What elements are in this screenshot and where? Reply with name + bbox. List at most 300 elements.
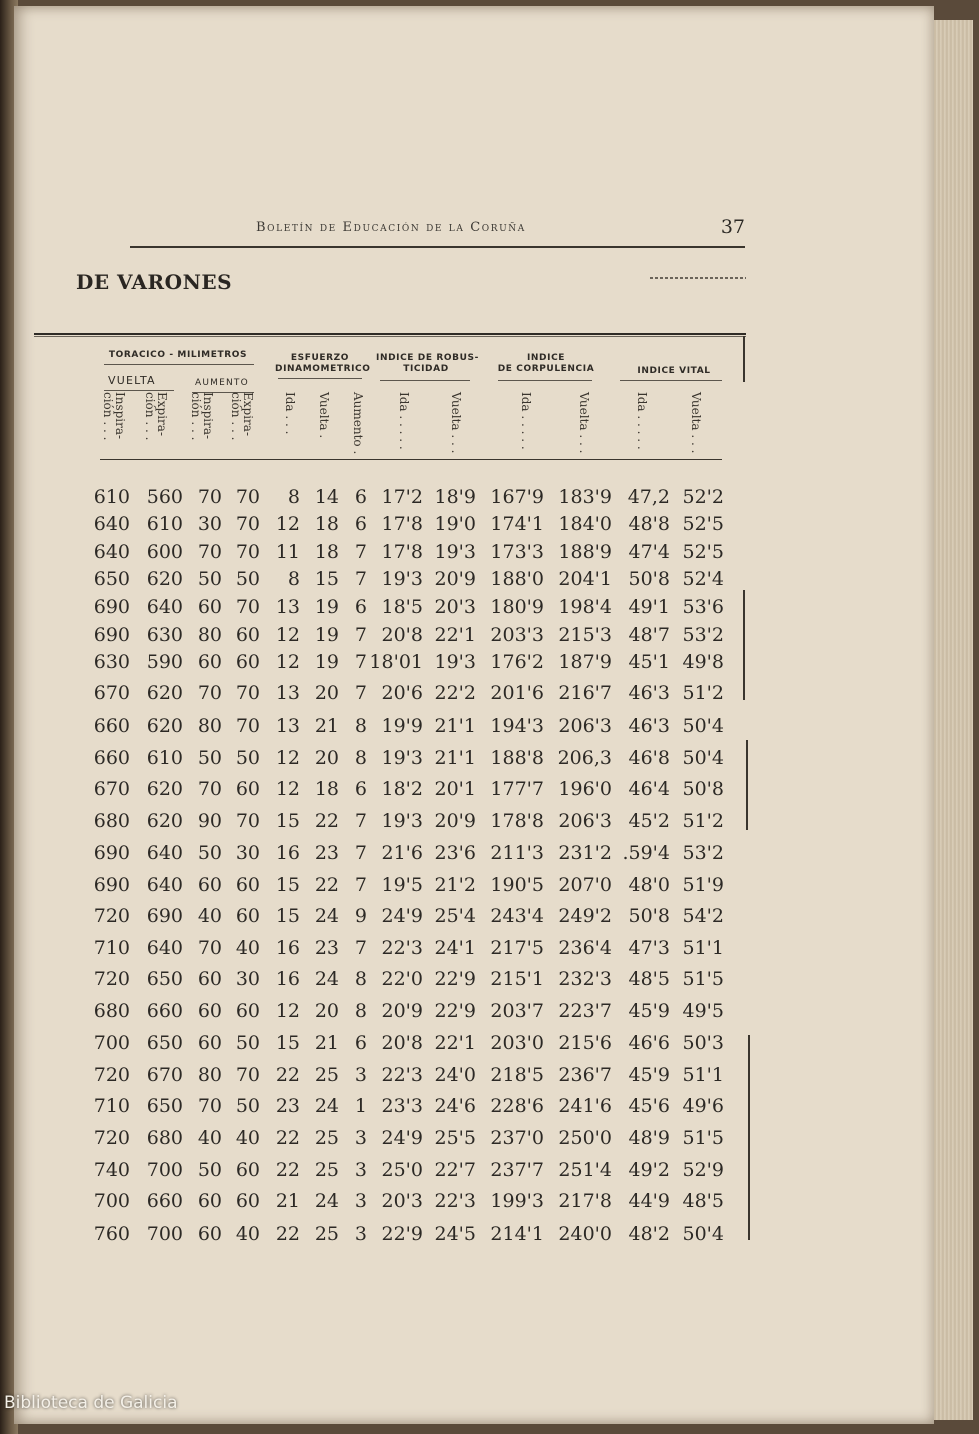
table-row [0,842,760,868]
table-cell: 17'8 [381,513,423,535]
table-cell: 8 [287,568,300,590]
table-cell: 70 [235,486,260,508]
table-cell: 7 [354,624,367,646]
table-cell: 19'3 [381,810,423,832]
table-cell: 25 [314,1127,339,1149]
table-cell: 50 [197,568,222,590]
table-cell: 610 [146,747,183,769]
table-cell: 14 [314,486,339,508]
table-cell: 670 [93,682,130,704]
table-cell: 20'1 [434,778,476,800]
table-cell: 40 [235,937,260,959]
table-cell: 23 [314,937,339,959]
table-cell: 18 [314,513,339,535]
table-cell: 60 [197,651,222,673]
table-cell: 640 [146,937,183,959]
table-cell: 24'1 [434,937,476,959]
table-cell: 560 [146,486,183,508]
table-cell: 203'3 [490,624,544,646]
table-cell: 610 [93,486,130,508]
table-row [0,905,760,931]
table-cell: 15 [275,874,300,896]
table-cell: 22'2 [434,682,476,704]
table-cell: 25 [314,1223,339,1245]
table-cell: 206'3 [558,715,612,737]
table-cell: 710 [93,1095,130,1117]
table-row [0,1159,760,1185]
table-cell: 18'2 [381,778,423,800]
table-cell: 16 [275,968,300,990]
table-cell: 25'0 [381,1159,423,1181]
table-cell: 9 [354,905,367,927]
table-cell: 20 [314,1000,339,1022]
table-cell: 217'5 [490,937,544,959]
table-cell: 760 [93,1223,130,1245]
table-cell: 22'0 [381,968,423,990]
table-cell: 8 [287,486,300,508]
table-cell: 630 [146,624,183,646]
table-cell: 18 [314,778,339,800]
table-cell: 50'4 [682,1223,724,1245]
table-cell: 48'2 [628,1223,670,1245]
table-cell: 25 [314,1064,339,1086]
table-cell: 70 [197,682,222,704]
table-cell: 16 [275,842,300,864]
table-cell: 215'3 [558,624,612,646]
table-cell: 20 [314,747,339,769]
table-cell: 60 [235,905,260,927]
table-cell: 70 [235,682,260,704]
table-cell: 45'6 [628,1095,670,1117]
table-cell: 53'2 [682,842,724,864]
table-cell: 21 [314,1032,339,1054]
group-toracico: TORACICO - MILIMETROS [108,350,248,360]
table-cell: 49'8 [682,651,724,673]
table-cell: 21'1 [434,747,476,769]
table-cell: 52'5 [682,541,724,563]
table-cell: 70 [235,513,260,535]
table-cell: 52'9 [682,1159,724,1181]
table-cell: 183'9 [558,486,612,508]
table-cell: 660 [93,715,130,737]
table-cell: 46'3 [628,715,670,737]
table-cell: 47'3 [628,937,670,959]
table-cell: 690 [93,624,130,646]
column-header: Vuelta . . . [577,392,591,454]
table-cell: 51'5 [682,968,724,990]
table-row [0,937,760,963]
column-header: Ida . . . . . [397,392,411,450]
column-header: Aumento . [351,392,365,455]
table-cell: 46'4 [628,778,670,800]
table-cell: 47,2 [627,486,670,508]
decorative-dash [650,277,746,279]
table-cell: 21 [275,1190,300,1212]
table-cell: 620 [146,810,183,832]
table-cell: 21 [314,715,339,737]
table-cell: 51'2 [682,682,724,704]
page-edges [932,20,973,1420]
table-cell: 22'9 [381,1223,423,1245]
table-cell: 30 [235,968,260,990]
table-cell: 24'9 [381,1127,423,1149]
table-cell: 194'3 [490,715,544,737]
table-cell: 6 [354,1032,367,1054]
table-cell: 236'7 [558,1064,612,1086]
table-cell: 24 [314,1095,339,1117]
table-cell: 12 [275,778,300,800]
table-cell: 700 [146,1223,183,1245]
table-cell: 8 [354,715,367,737]
table-cell: 24 [314,968,339,990]
table-cell: 640 [93,541,130,563]
table-cell: 18'9 [434,486,476,508]
table-cell: 40 [235,1127,260,1149]
table-cell: 50 [197,747,222,769]
subgroup-aumento: AUMENTO [195,378,249,388]
table-cell: 20'8 [381,1032,423,1054]
table-cell: 188'9 [558,541,612,563]
table-cell: 49'5 [682,1000,724,1022]
subgroup-vuelta: VUELTA [108,374,156,387]
table-cell: 17'2 [381,486,423,508]
table-cell: 52'5 [682,513,724,535]
column-header: Expira- ción . . . [143,392,169,441]
table-cell: 22'1 [434,624,476,646]
table-cell: 700 [93,1190,130,1212]
table-cell: 49'6 [682,1095,724,1117]
table-cell: 51'1 [682,937,724,959]
table-cell: 670 [146,1064,183,1086]
table-cell: 80 [197,1064,222,1086]
table-cell: 22'7 [434,1159,476,1181]
table-cell: 30 [235,842,260,864]
table-cell: 22'3 [381,937,423,959]
table-cell: 24'9 [381,905,423,927]
table-cell: 167'9 [490,486,544,508]
table-cell: 640 [146,874,183,896]
table-cell: 610 [146,513,183,535]
table-cell: 50'8 [628,568,670,590]
table-cell: 7 [354,874,367,896]
table-cell: 640 [146,842,183,864]
table-cell: 19 [314,624,339,646]
table-cell: 24'6 [434,1095,476,1117]
group-esfuerzo: ESFUERZO DINAMOMETRICO [275,353,371,374]
table-cell: 15 [314,568,339,590]
table-cell: 201'6 [490,682,544,704]
table-cell: 40 [197,1127,222,1149]
table-cell: 22 [314,874,339,896]
table-cell: 60 [235,624,260,646]
table-cell: 51'5 [682,1127,724,1149]
table-cell: 176'2 [490,651,544,673]
table-cell: 60 [197,1000,222,1022]
table-cell: 21'2 [434,874,476,896]
column-header: Vuelta . . . [689,392,703,454]
table-top-rule-thin [34,336,746,337]
table-cell: 620 [146,682,183,704]
table-cell: 48'0 [628,874,670,896]
table-cell: 20'9 [434,568,476,590]
table-cell: 52'2 [682,486,724,508]
table-cell: 21'6 [381,842,423,864]
table-cell: 46'8 [628,747,670,769]
table-cell: 184'0 [558,513,612,535]
column-header: Inspira- ción . . . [101,392,127,441]
table-cell: 48'5 [628,968,670,990]
table-row [0,810,760,836]
table-cell: 12 [275,1000,300,1022]
group-vital: INDICE VITAL [637,366,711,376]
table-cell: 13 [275,715,300,737]
column-header: Ida . . . . . [635,392,649,450]
table-cell: 45'9 [628,1000,670,1022]
table-cell: 17'8 [381,541,423,563]
table-cell: 243'4 [490,905,544,927]
table-cell: 22 [314,810,339,832]
table-cell: 660 [93,747,130,769]
table-cell: 53'2 [682,624,724,646]
table-cell: 70 [235,715,260,737]
table-cell: 7 [354,810,367,832]
running-title: Boletín de Educación de la Coruña [256,220,526,235]
table-cell: 600 [146,541,183,563]
table-cell: 80 [197,715,222,737]
table-cell: 196'0 [558,778,612,800]
table-cell: 680 [93,810,130,832]
table-cell: 207'0 [558,874,612,896]
table-cell: 22 [275,1159,300,1181]
table-cell: 214'1 [490,1223,544,1245]
table-cell: 3 [354,1223,367,1245]
table-cell: 22'1 [434,1032,476,1054]
table-cell: 12 [275,624,300,646]
group-robustez: INDICE DE ROBUS- TICIDAD [376,353,479,374]
table-cell: 203'0 [490,1032,544,1054]
table-cell: 19'3 [434,541,476,563]
table-cell: 217'8 [558,1190,612,1212]
table-cell: 6 [354,778,367,800]
table-row [0,968,760,994]
table-cell: 52'4 [682,568,724,590]
table-cell: 19 [314,651,339,673]
table-cell: 20'6 [381,682,423,704]
table-cell: 46'3 [628,682,670,704]
table-cell: 1 [354,1095,367,1117]
table-cell: 60 [235,1190,260,1212]
table-cell: 187'9 [558,651,612,673]
table-cell: 20'3 [381,1190,423,1212]
table-cell: 25 [314,1159,339,1181]
table-cell: 203'7 [490,1000,544,1022]
table-cell: 50 [235,747,260,769]
table-cell: 70 [197,778,222,800]
table-cell: 21'1 [434,715,476,737]
table-cell: 237'7 [490,1159,544,1181]
page-number: 37 [720,216,745,238]
table-row [0,747,760,773]
table-cell: 51'9 [682,874,724,896]
table-cell: 223'7 [558,1000,612,1022]
table-cell: 174'1 [490,513,544,535]
table-cell: 19'9 [381,715,423,737]
table-cell: 45'1 [628,651,670,673]
table-cell: 20'9 [434,810,476,832]
table-cell: 680 [93,1000,130,1022]
table-cell: 60 [235,778,260,800]
table-cell: 660 [146,1000,183,1022]
subgroup-underline [104,390,174,391]
table-row [0,1127,760,1153]
table-cell: 206'3 [558,810,612,832]
table-cell: 22 [275,1223,300,1245]
table-cell: 188'0 [490,568,544,590]
table-cell: 720 [93,1064,130,1086]
table-cell: 216'7 [558,682,612,704]
table-cell: 7 [354,842,367,864]
table-cell: 50 [197,842,222,864]
table-cell: 228'6 [490,1095,544,1117]
table-cell: 19'3 [434,651,476,673]
table-cell: 250'0 [558,1127,612,1149]
table-cell: 50'8 [682,778,724,800]
table-cell: 15 [275,810,300,832]
table-cell: 51'2 [682,810,724,832]
table-cell: 240'0 [558,1223,612,1245]
section-title: DE VARONES [76,270,233,294]
table-cell: 7 [354,651,367,673]
table-cell: 48'5 [682,1190,724,1212]
column-header: Vuelta . . . [449,392,463,454]
table-cell: 231'2 [558,842,612,864]
table-cell: 60 [197,1223,222,1245]
group-underline [104,364,254,365]
table-cell: 8 [354,1000,367,1022]
table-cell: 60 [197,874,222,896]
group-underline [620,380,722,381]
header-bottom-rule [100,459,722,460]
table-cell: 24 [314,1190,339,1212]
table-cell: 6 [354,596,367,618]
table-cell: 51'1 [682,1064,724,1086]
table-cell: 650 [146,1095,183,1117]
table-cell: 22'3 [381,1064,423,1086]
table-row [0,624,760,650]
table-row [0,513,760,539]
table-right-border [743,336,745,382]
table-cell: 22'9 [434,968,476,990]
table-cell: 60 [235,1159,260,1181]
table-cell: 20'3 [434,596,476,618]
table-cell: 46'6 [628,1032,670,1054]
table-cell: 60 [197,596,222,618]
table-cell: 199'3 [490,1190,544,1212]
table-cell: 670 [93,778,130,800]
column-header: Vuelta . [317,392,331,439]
library-watermark: Biblioteca de Galicia [4,1393,178,1413]
table-cell: 50 [235,568,260,590]
table-cell: 211'3 [490,842,544,864]
table-cell: 53'6 [682,596,724,618]
table-cell: 7 [354,682,367,704]
table-cell: 236'4 [558,937,612,959]
table-cell: 13 [275,682,300,704]
table-row [0,651,760,677]
column-header: Ida . . . [283,392,297,435]
group-underline [278,378,362,379]
table-cell: 60 [235,874,260,896]
table-cell: 690 [93,596,130,618]
table-cell: 650 [146,968,183,990]
table-cell: 23'6 [434,842,476,864]
table-cell: 188'8 [490,747,544,769]
table-cell: 218'5 [490,1064,544,1086]
table-cell: 6 [354,486,367,508]
table-cell: 15 [275,905,300,927]
table-row [0,1000,760,1026]
table-cell: 70 [235,810,260,832]
table-cell: 16 [275,937,300,959]
table-cell: 3 [354,1159,367,1181]
table-cell: 70 [197,541,222,563]
table-cell: 590 [146,651,183,673]
table-cell: 49'2 [628,1159,670,1181]
table-cell: 70 [197,486,222,508]
table-row [0,1095,760,1121]
table-cell: 19'3 [381,747,423,769]
table-cell: 11 [275,541,300,563]
table-cell: 620 [146,778,183,800]
table-cell: 24'5 [434,1223,476,1245]
table-cell: 178'8 [490,810,544,832]
table-cell: 23'3 [381,1095,423,1117]
table-cell: 19'3 [381,568,423,590]
table-cell: 30 [197,513,222,535]
table-cell: 19 [314,596,339,618]
table-cell: 18'5 [381,596,423,618]
table-cell: 49'1 [628,596,670,618]
table-cell: 60 [197,968,222,990]
table-cell: 710 [93,937,130,959]
table-cell: 50'4 [682,747,724,769]
table-cell: 45'2 [628,810,670,832]
table-cell: 650 [146,1032,183,1054]
table-cell: 7 [354,568,367,590]
table-cell: 60 [197,1190,222,1212]
table-cell: 80 [197,624,222,646]
table-cell: 20 [314,682,339,704]
table-cell: 7 [354,937,367,959]
table-cell: 177'7 [490,778,544,800]
table-cell: 45'9 [628,1064,670,1086]
table-cell: 20'9 [381,1000,423,1022]
table-cell: 50 [235,1032,260,1054]
table-cell: 237'0 [490,1127,544,1149]
running-header [130,216,745,248]
table-row [0,486,760,512]
table-cell: 3 [354,1064,367,1086]
table-cell: 22 [275,1127,300,1149]
table-cell: 251'4 [558,1159,612,1181]
table-cell: 23 [275,1095,300,1117]
table-cell: 50 [197,1159,222,1181]
table-cell: 630 [93,651,130,673]
group-underline [498,380,592,381]
table-cell: 7 [354,541,367,563]
table-cell: 24 [314,905,339,927]
table-cell: 70 [235,596,260,618]
